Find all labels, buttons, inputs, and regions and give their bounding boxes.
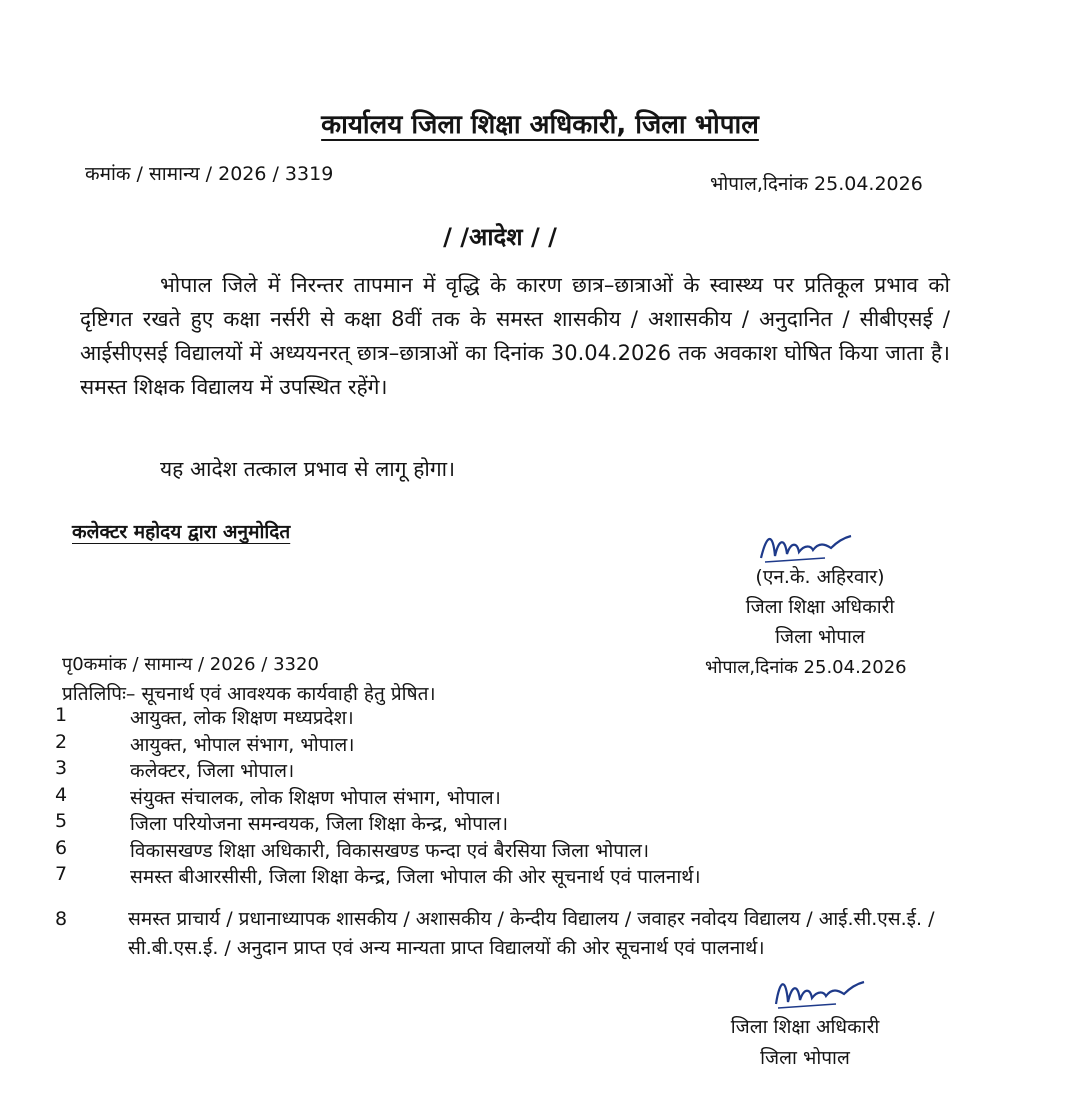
item-number: 4 — [55, 783, 68, 806]
list-item — [55, 810, 955, 837]
signatory-office: जिला भोपाल — [775, 626, 865, 648]
copy-place-date: भोपाल,दिनांक 25.04.2026 — [705, 657, 907, 678]
signatory-block — [700, 562, 940, 652]
item-text: आयुक्त, लोक शिक्षण मध्यप्रदेश। — [130, 707, 354, 729]
item-number: 5 — [55, 810, 68, 832]
item-number: 7 — [55, 863, 68, 885]
item-text: आयुक्त, भोपाल संभाग, भोपाल। — [130, 733, 355, 756]
item-number: 3 — [55, 757, 68, 779]
office-title: कार्यालय जिला शिक्षा अधिकारी, जिला भोपाल — [321, 110, 759, 140]
item-number: 2 — [55, 730, 68, 753]
copy-intro: प्रतिलिपिः– सूचनार्थ एवं आवश्यक कार्यवाही हेतु प्रेषित। — [62, 683, 436, 705]
item-number: 8 — [55, 908, 68, 930]
recipient-list — [55, 704, 955, 890]
list-item — [55, 837, 955, 864]
order-effect: यह आदेश तत्काल प्रभाव से लागू होगा। — [160, 457, 456, 481]
item-text: समस्त प्राचार्य / प्रधानाध्यापक शासकीय / अशासकीय / केन्दीय विद्यालय / जवाहर नवोदय विद्यालय / आई.सी.एस.ई. / सी.बी.एस.ई. / अनुदान प्राप्त एवं अन्य मान्यता प्राप्त विद्यालयों की ओर सूचनार्थ एवं पालनार्थ। — [128, 908, 935, 959]
item-text: संयुक्त संचालक, लोक शिक्षण भोपाल संभाग, भोपाल। — [130, 786, 501, 809]
signatory-designation: जिला शिक्षा अधिकारी — [745, 596, 895, 618]
item-text: कलेक्टर, जिला भोपाल। — [130, 760, 295, 782]
order-paragraph: भोपाल जिले में निरन्तर तापमान में वृद्धि के कारण छात्र–छात्राओं के स्वास्थ्य पर प्रतिकूल प्रभाव को दृष्टिगत रखते हुए कक्षा नर्सरी से कक्षा 8वीं तक के समस्त शासकीय / अशासकीय / अनुदानित / सीबीएसई / आईसीएसई विद्यालयों में अध्ययनरत् छात्र–छात्राओं का दिनांक 30.04.2026 तक अवकाश घोषित किया जाता है। समस्त शिक्षक विद्यालय में उपस्थित रहेंगे। — [80, 273, 950, 399]
item-number: 6 — [55, 836, 68, 859]
item-text: विकासखण्ड शिक्षा अधिकारी, विकासखण्ड फन्दा एवं बैरसिया जिला भोपाल। — [130, 839, 650, 862]
order-heading: / /आदेश / / — [443, 223, 557, 251]
item-text: जिला परियोजना समन्वयक, जिला शिक्षा केन्द्र, भोपाल। — [130, 813, 509, 835]
approval-note: कलेक्टर महोदय द्वारा अनुमोदित — [72, 521, 291, 543]
item-text: समस्त बीआरसीसी, जिला शिक्षा केन्द्र, जिला भोपाल की ओर सूचनार्थ एवं पालनार्थ। — [130, 866, 701, 888]
signatory-name: (एन.के. अहिरवार) — [755, 566, 885, 588]
list-item — [55, 757, 955, 784]
signatory-block-2 — [700, 1012, 910, 1074]
list-item — [55, 863, 955, 890]
list-item — [55, 731, 955, 758]
signatory-office: जिला भोपाल — [760, 1047, 850, 1069]
copy-reference-number: पृ0कमांक / सामान्य / 2026 / 3320 — [62, 654, 319, 675]
reference-number: कमांक / सामान्य / 2026 / 3319 — [85, 163, 334, 185]
list-item — [55, 704, 955, 731]
list-item — [55, 784, 955, 811]
signatory-designation: जिला शिक्षा अधिकारी — [730, 1016, 880, 1038]
item-number: 1 — [55, 704, 68, 726]
place-date: भोपाल,दिनांक 25.04.2026 — [710, 173, 923, 195]
